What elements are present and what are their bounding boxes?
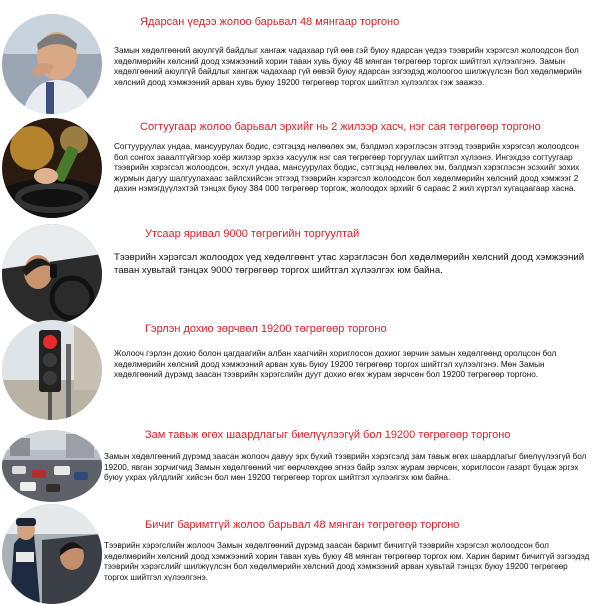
phone-driver-photo bbox=[2, 224, 102, 324]
article-tired-driving bbox=[0, 0, 600, 118]
police-check-photo bbox=[2, 504, 102, 604]
drunk-driver-photo bbox=[2, 118, 102, 218]
tired-driver-photo bbox=[2, 14, 102, 114]
article-give-way bbox=[0, 424, 600, 502]
traffic-jam-photo bbox=[2, 430, 102, 502]
article-title: Бичиг баримтгүй жолоо барьвал 48 мянган төгрөгөөр торгоно bbox=[145, 519, 460, 531]
article-title: Гэрлэн дохио зөрчвөл 19200 төгрөгөөр торгоно bbox=[145, 323, 387, 335]
article-no-documents bbox=[0, 502, 600, 593]
article-text: Согтууруулах ундаа, мансуурулах бодис, сэтгэцэд нөлөөлөх эм, бэлдмэл хэрэглэсэн этгээд тээврийн хэрэгсэл жолоодсон бол сонгох зааалтгүйгээр хоёр жилээр эрхээ хасуулж нэг сая төгрөгөөр торгуулах шийтгэл хүлээнэ. Ингэхдээ согтуугаар тээврийн хэрэгсэл жолоодсон, эсхүл ундаа, мансуурулах бодис, сэтгэцэд нөлөөлөх эм, бэлдмэл хэрэглэсэн эсэхийг зохих журмын дагуу шалгуулахаас зайлсхийсэн этгээд тээврийн хэрэгсэл жолоодсон бол хөдөлмөрийн хөлсний доод хэмжээг 2 дахин нэмэгдүүлэхтэй тэнцэх буюу 384 000 төгрөгөөр торгож, жолоодох эрхийг 6 сараас 2 жил хүртэл хугацаагаар хасна. bbox=[114, 142, 580, 194]
article-title: Согтуугаар жолоо барьвал эрхийг нь 2 жилээр хасч, нэг сая төгрөгөөр торгоно bbox=[140, 121, 541, 133]
article-text: Замын хөдөлгөөний аюулгүй байдлыг хангаж чадахаар гүй өөв гэй буюу ядарсан үедээ тээврийн хэрэгсэл жолоодсон бол хөдөлмөрийн хөлсний доод хэмжээний хорин таван хувь буюу 48 мянган төгрөгөөр торгох шийтгэл хүлээлгэнэ. Замын хөдөлгөөний аюулгүй байдлыг хангаж чадахаар гүй өөвэй буюу ядарсан эзгээдэд жолоогоо шилжүүлсэн бол хөдөлмөрийн хөлсний доод хэмжээний арван хувь буюу 19200 төгрөгөөр торгох шийтгэл хүлээлгэх гэж заажээ. bbox=[114, 46, 582, 87]
article-text: Замын хөдөлгөөний дүрэмд заасан жолооч давуу эрх бүхий тээврийн хэрэгсэлд зам тавьж өгөх шаардлагыг биелүүлээгүй бол 19200, явган зорчигчид Замын хөдөлгөөний чиг өөрчлөхдөө эгнээ байр эзлэх журам зөрчсөн, хориглосон газарт буцаж эргэх буюу ухрах үйлдлийг хийсэн бол мөн 19200 төгрөгөөр торгох шийтгэл хүлээлгэх юм байна. bbox=[104, 452, 587, 483]
article-title: Зам тавьж өгөх шаардлагыг биелүүлээгүй бол 19200 төгрөгөөр торгоно bbox=[145, 429, 511, 441]
article-text: Тээврийн хэрэгсэл жолоодох үед хөдөлгөөнт утас хэрэглэсэн бол хөдөлмөрийн хөлсний доод хэмжээний таван хувьтай тэнцэх 9000 төгрөгөөр торгох шийтгэл хүлээлгэх юм байна. bbox=[114, 252, 585, 276]
traffic-light-photo bbox=[2, 320, 102, 420]
article-traffic-light bbox=[0, 318, 600, 424]
article-phone-use bbox=[0, 218, 600, 318]
article-title: Утсаар яривал 9000 төгрөгийн торгуултай bbox=[145, 228, 360, 240]
article-drunk-driving bbox=[0, 118, 600, 218]
article-title: Ядарсан үедээ жолоо барьвал 48 мянгаар торгоно bbox=[140, 16, 400, 28]
article-text: Жолооч гэрлэн дохио болон цагдаагийн албан хаагчийн хориглосон дохиог зөрчин замын хөдөлгөөнд оролцсон бол хөдөлмөрийн хөлсний доод хэмжээний арван хувь буюу 19200 төгрөгөөр торгох шийтгэл хүлээлгэнэ. Мөн Замын хөдөлгөөний дүрэмд заасан тээврийн хэрэгслийн дуут дохио өгөх журам зөрчсөн бол 19200 төгрөгөөр торгоно. bbox=[114, 349, 557, 380]
article-text: Тээврийн хэрэгслийн жолооч Замын хөдөлгөөний дүрэмд заасан баримт бичиггүй тээврийн хэрэгсэл жолоодсон бол хөдөлмөрийн хөлсний доод хэмжээний хорин таван хувь буюу 48 мянган төгрөгөөр торгох юм. Харин баримт бичиггүй эзгээдэд тээврийн хэрэгслийг шилжүүлсэн бол хөдөлмөрийн хөлсний доод хэмжээний арван хувьтай тэнцэх буюу 19200 төгрөгөөр торгох шийтгэл хүлээлгэнэ. bbox=[104, 541, 590, 582]
